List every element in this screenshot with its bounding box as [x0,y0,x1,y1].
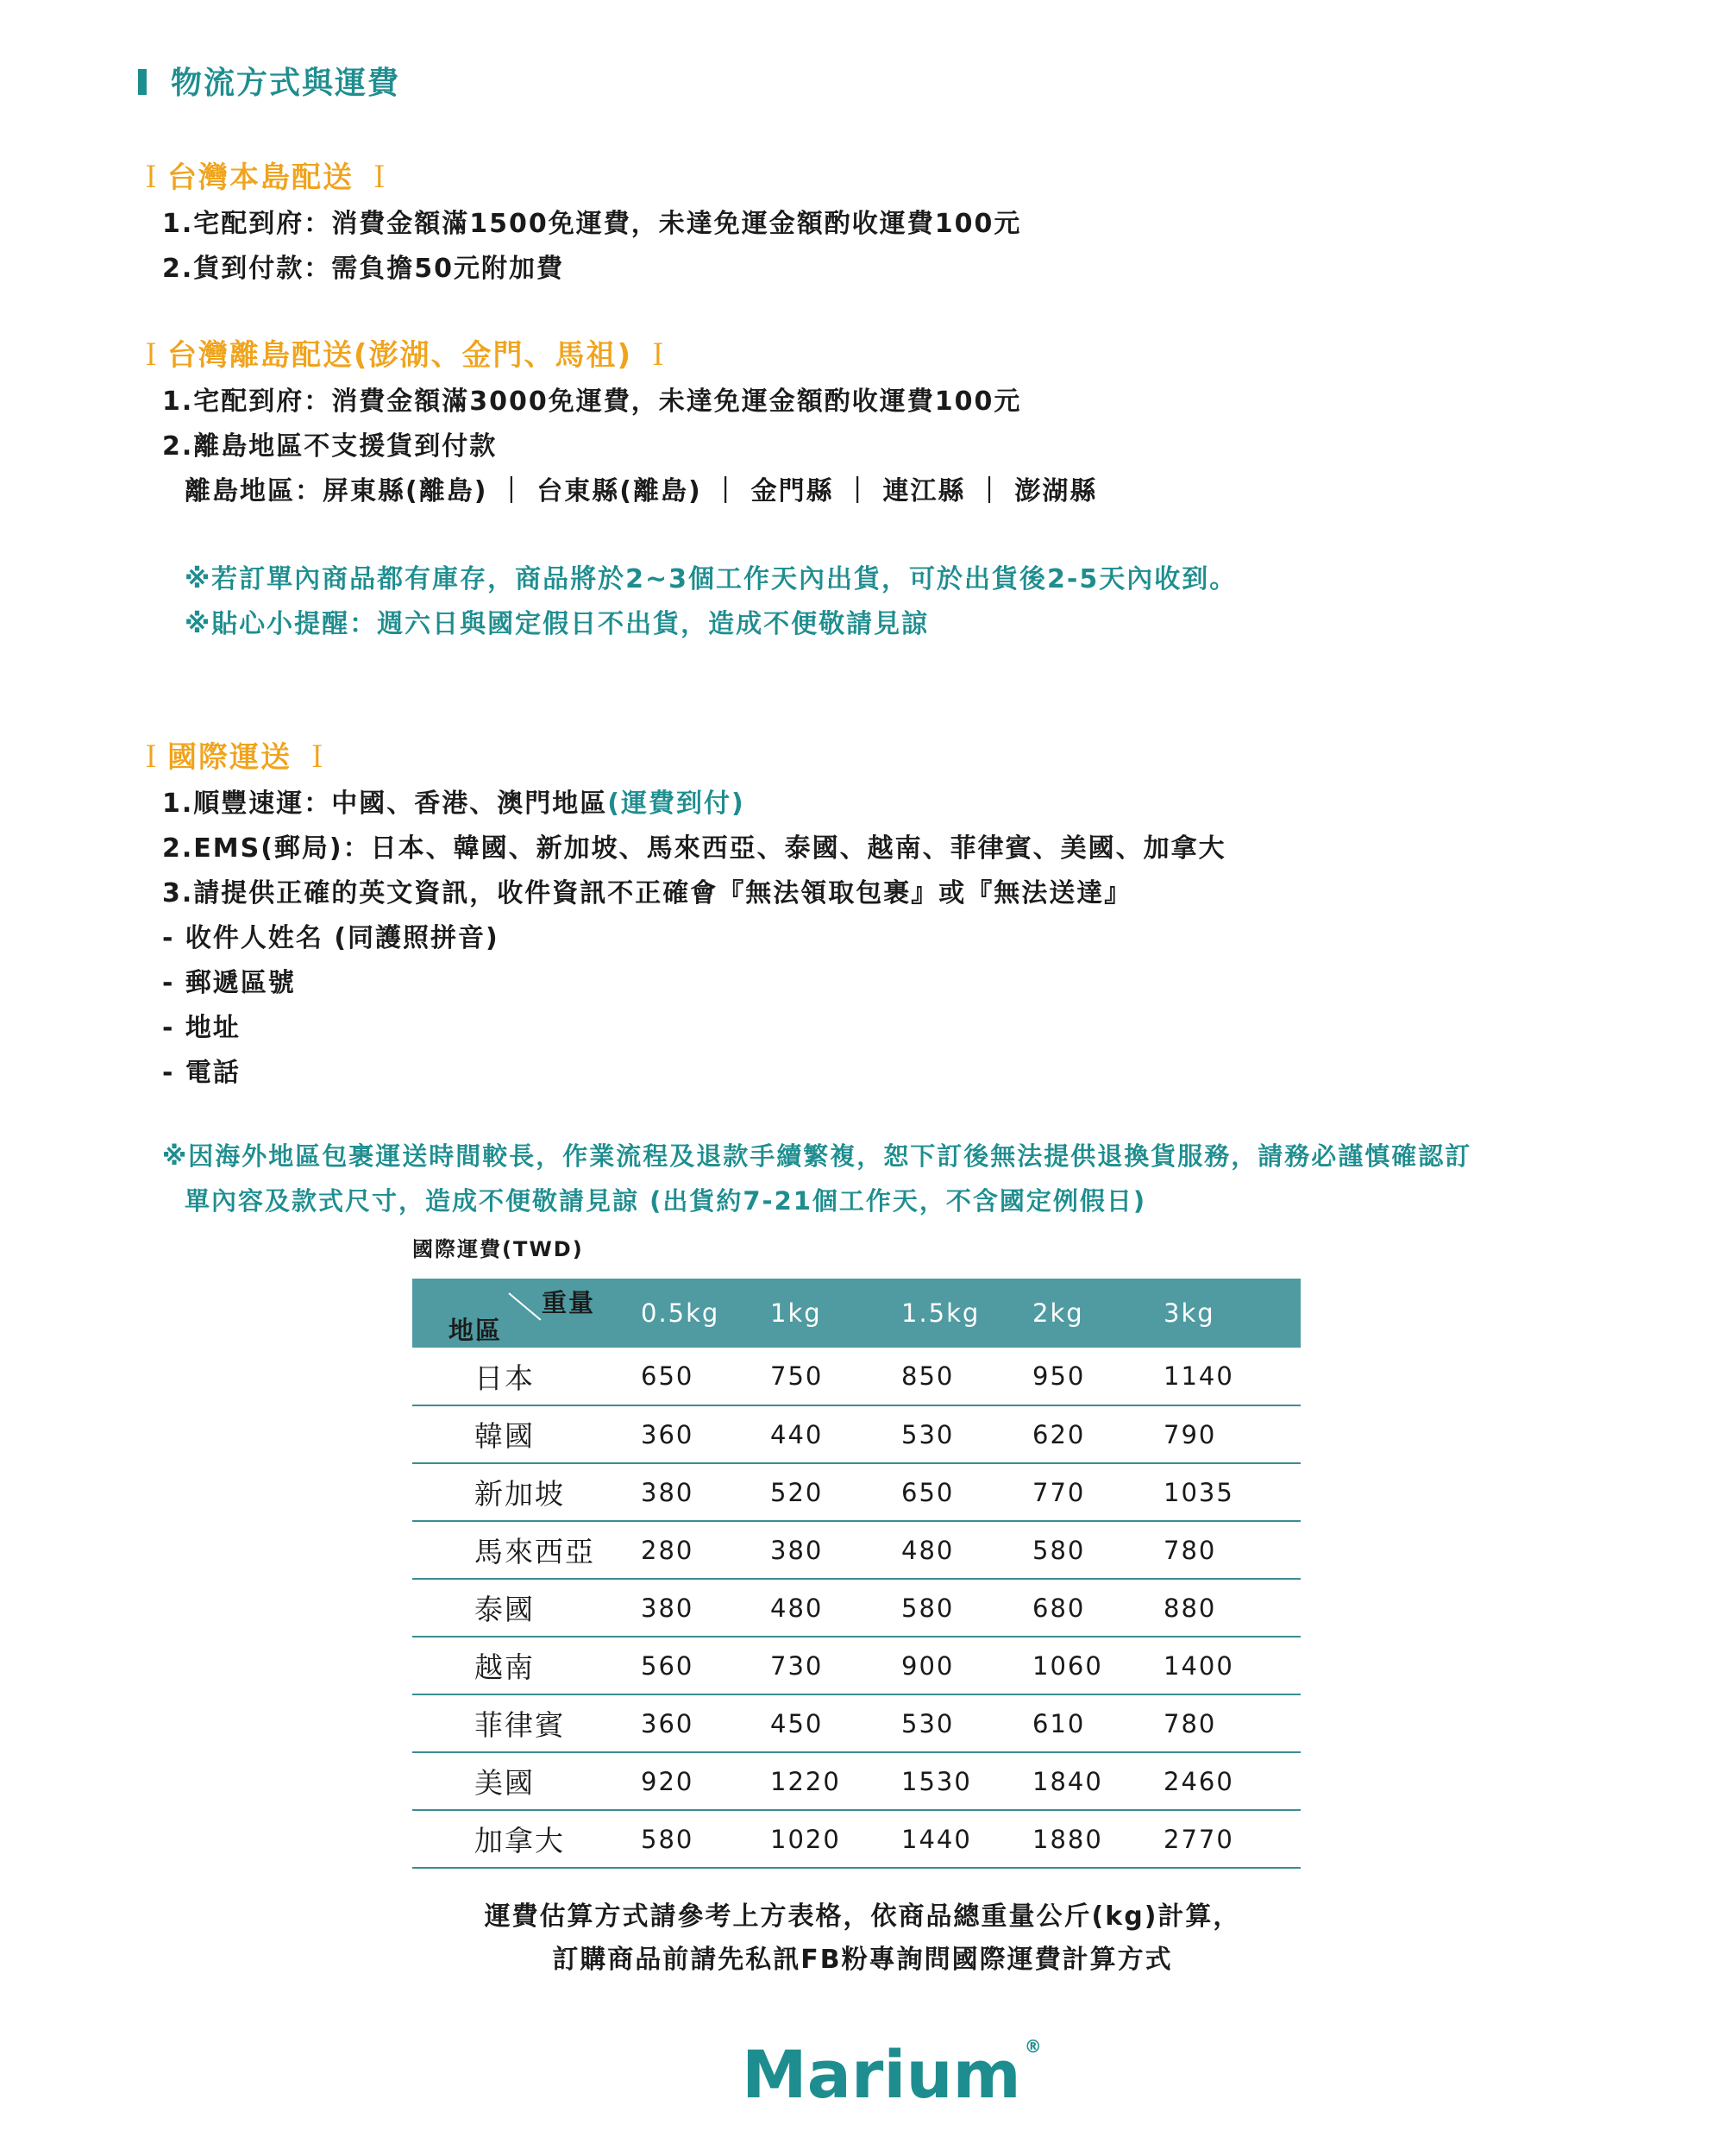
corner-region-label: 地區 [448,1316,503,1345]
weight-header: 0.5kg [641,1298,720,1328]
rate-cell: 650 [641,1361,694,1391]
country-cell: 加拿大 [474,1824,565,1857]
taiwan-heading-text: 台灣本島配送 [167,160,354,195]
country-cell: 泰國 [474,1593,535,1626]
rate-cell: 380 [770,1535,824,1565]
table-row [412,1463,1301,1521]
rate-cell: 520 [770,1477,824,1507]
intl-heading [136,733,334,776]
islands-heading [136,331,674,374]
heading-bar-left: Ｉ [136,740,167,775]
rate-cell: 1060 [1032,1650,1103,1681]
rate-cell: 580 [641,1824,694,1854]
rate-cell: 610 [1032,1708,1086,1738]
rate-cell: 1880 [1032,1824,1103,1854]
rate-cell: 2460 [1164,1766,1234,1796]
holiday-note: ※貼心小提醒：週六日與國定假日不出貨，造成不便敬請見諒 [185,609,930,639]
corner-weight-label: 重量 [542,1288,596,1317]
country-cell: 菲律賓 [474,1708,565,1742]
country-cell: 越南 [474,1650,535,1684]
country-cell: 日本 [474,1361,535,1395]
rate-cell: 2770 [1164,1824,1234,1854]
overseas-warning-line2: 單內容及款式尺寸，造成不便敬請見諒 (出貨約7-21個工作天，不含國定例假日) [185,1186,1147,1216]
rate-cell: 580 [1032,1535,1086,1565]
rate-cell: 530 [901,1419,955,1449]
heading-bar-right: Ｉ [632,338,674,373]
rate-cell: 1220 [770,1766,841,1796]
intl-bullet-address: - 地址 [162,1013,241,1043]
heading-bar-left: Ｉ [136,160,167,195]
rate-cell: 880 [1164,1593,1217,1623]
country-cell: 美國 [474,1766,535,1800]
page-title: 物流方式與運費 [171,66,401,101]
intl-bullet-phone: - 電話 [162,1058,241,1088]
country-cell: 新加坡 [474,1477,565,1511]
rate-cell: 770 [1032,1477,1086,1507]
islands-item-2: 2.離島地區不支援貨到付款 [162,431,498,462]
corner-cell [412,1279,641,1348]
islands-heading-text: 台灣離島配送(澎湖、金門、馬祖) [167,338,633,373]
rate-cell: 790 [1164,1419,1217,1449]
intl-item-2: 2.EMS(郵局)：日本、韓國、新加坡、馬來西亞、泰國、越南、菲律賓、美國、加拿大 [162,833,1226,864]
intl-heading-text: 國際運送 [167,740,292,775]
rate-cell: 780 [1164,1535,1217,1565]
country-cell: 韓國 [474,1419,535,1453]
rate-cell: 1035 [1164,1477,1234,1507]
rate-cell: 680 [1032,1593,1086,1623]
rate-cell: 850 [901,1361,955,1391]
rate-cell: 360 [641,1708,694,1738]
heading-bar-right: Ｉ [292,740,334,775]
intl-item-1-text: 1.順豐速運：中國、香港、澳門地區 [162,789,608,819]
rate-cell: 900 [901,1650,955,1681]
rate-cell: 360 [641,1419,694,1449]
intl-item-1 [162,782,745,820]
table-row [412,1405,1301,1463]
rate-table [412,1279,1301,1869]
table-row [412,1579,1301,1637]
rate-cell: 950 [1032,1361,1086,1391]
table-row [412,1348,1301,1405]
weight-header: 2kg [1032,1298,1084,1328]
rate-cell: 1400 [1164,1650,1234,1681]
intl-bullet-name: - 收件人姓名 (同護照拼音) [162,923,499,953]
rate-cell: 730 [770,1650,824,1681]
weight-header: 1kg [770,1298,822,1328]
overseas-warning-line1: ※因海外地區包裹運送時間較長，作業流程及退款手續繁複，恕下訂後無法提供退換貨服務，請務必謹慎確認訂 [162,1141,1472,1171]
table-row [412,1752,1301,1810]
rate-cell: 1440 [901,1824,972,1854]
rate-cell: 1530 [901,1766,972,1796]
rate-cell: 480 [901,1535,955,1565]
corner-diagonal [508,1292,541,1320]
taiwan-heading [136,154,396,196]
rate-cell: 650 [901,1477,955,1507]
intl-bullet-zip: - 郵遞區號 [162,968,296,998]
rate-cell: 620 [1032,1419,1086,1449]
rate-cell: 560 [641,1650,694,1681]
rate-cell: 440 [770,1419,824,1449]
table-row [412,1521,1301,1579]
islands-areas: 離島地區：屏東縣(離島) ｜ 台東縣(離島) ｜ 金門縣 ｜ 連江縣 ｜ 澎湖縣 [185,476,1098,506]
rate-cell: 480 [770,1593,824,1623]
rate-cell: 1840 [1032,1766,1103,1796]
title-accent-bar [138,69,147,95]
weight-header: 1.5kg [901,1298,981,1328]
heading-bar-right: Ｉ [354,160,396,195]
rate-cell: 380 [641,1593,694,1623]
rate-cell: 1140 [1164,1361,1234,1391]
rate-cell: 530 [901,1708,955,1738]
rate-cell: 450 [770,1708,824,1738]
table-caption: 國際運費(TWD) [412,1237,584,1261]
freight-collect-note: (運費到付) [607,789,745,819]
footer-line-1: 運費估算方式請參考上方表格，依商品總重量公斤(kg)計算， [484,1901,1241,1932]
rate-cell: 920 [641,1766,694,1796]
rate-cell: 1020 [770,1824,841,1854]
table-row [412,1810,1301,1868]
weight-header: 3kg [1164,1298,1215,1328]
footer-line-2: 訂購商品前請先私訊FB粉專詢問國際運費計算方式 [552,1945,1173,1975]
rate-cell: 380 [641,1477,694,1507]
registered-mark: ® [1024,2035,1042,2057]
logo-text: Marium [742,2036,1021,2113]
rate-cell: 580 [901,1593,955,1623]
rate-cell: 280 [641,1535,694,1565]
table-row [412,1637,1301,1694]
rate-cell: 750 [770,1361,824,1391]
table-header-row [412,1279,1301,1348]
table-row [412,1694,1301,1752]
country-cell: 馬來西亞 [474,1535,595,1568]
stock-note: ※若訂單內商品都有庫存，商品將於2~3個工作天內出貨，可於出貨後2-5天內收到。 [185,564,1238,594]
brand-logo [742,2036,1042,2113]
heading-bar-left: Ｉ [136,338,167,373]
taiwan-item-1: 1.宅配到府：消費金額滿1500免運費，未達免運金額酌收運費100元 [162,209,1022,239]
taiwan-item-2: 2.貨到付款：需負擔50元附加費 [162,254,565,284]
rate-cell: 780 [1164,1708,1217,1738]
islands-item-1: 1.宅配到府：消費金額滿3000免運費，未達免運金額酌收運費100元 [162,387,1022,417]
intl-item-3: 3.請提供正確的英文資訊，收件資訊不正確會『無法領取包裹』或『無法送達』 [162,878,1132,908]
